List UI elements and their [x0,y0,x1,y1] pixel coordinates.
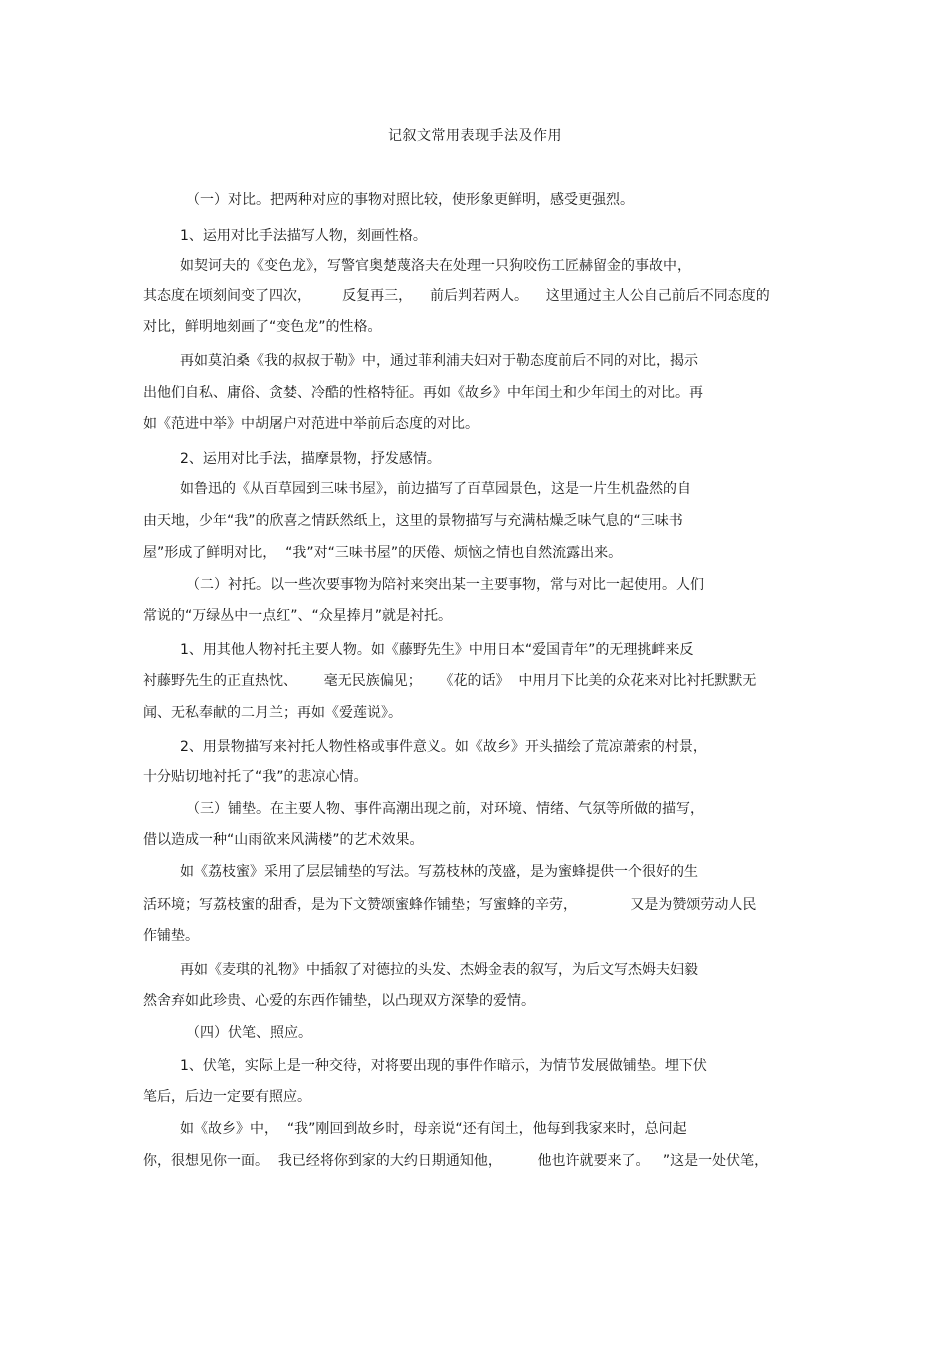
paragraph-line: 衬藤野先生的正直热忱、 毫无民族偏见； 《花的话》 中用月下比美的众花来对比衬托默默无 [143,673,757,689]
paragraph-line: 如《范进中举》中胡屠户对范进中举前后态度的对比。 [143,416,479,432]
paragraph-line: 借以造成一种“山雨欲来风满楼”的艺术效果。 [143,832,424,848]
paragraph-line: 屋”形成了鲜明对比， “我”对“三味书屋”的厌倦、烦恼之情也自然流露出来。 [143,545,623,561]
paragraph-line: 再如《麦琪的礼物》中插叙了对德拉的头发、杰姆金表的叙写，为后文写杰姆夫妇毅 [180,962,698,978]
paragraph-line: 活环境；写荔枝蜜的甜香，是为下文赞颂蜜蜂作铺垫；写蜜蜂的辛劳， 又是为赞颂劳动人民 [143,897,757,913]
paragraph-line: 闻、无私奉献的二月兰；再如《爱莲说》。 [143,705,402,721]
paragraph-line: （三）铺垫。在主要人物、事件高潮出现之前，对环境、情绪、气氛等所做的描写， [186,801,704,817]
paragraph-line: 出他们自私、庸俗、贪婪、冷酷的性格特征。再如《故乡》中年闰土和少年闰土的对比。再 [143,385,703,401]
paragraph-line: 如契诃夫的《变色龙》，写警官奥楚蔑洛夫在处理一只狗咬伤工匠赫留金的事故中， [180,258,691,274]
paragraph-line: 如《荔枝蜜》采用了层层铺垫的写法。写荔枝林的茂盛，是为蜜蜂提供一个很好的生 [180,864,698,880]
paragraph-line: 笔后，后边一定要有照应。 [143,1089,311,1105]
paragraph-line: 常说的“万绿丛中一点红”、“众星捧月”就是衬托。 [143,608,453,624]
paragraph-line: 如鲁迅的《从百草园到三味书屋》，前边描写了百草园景色，这是一片生机盎然的自 [180,481,691,497]
paragraph-line: （一）对比。把两种对应的事物对照比较，使形象更鲜明，感受更强烈。 [186,192,634,208]
paragraph-line: 1、运用对比手法描写人物，刻画性格。 [180,228,427,244]
paragraph-line: （二）衬托。以一些次要事物为陪衬来突出某一主要事物，常与对比一起使用。人们 [186,577,704,593]
paragraph-line: 再如莫泊桑《我的叔叔于勒》中，通过菲利浦夫妇对于勒态度前后不同的对比，揭示 [180,353,698,369]
paragraph-line: 2、运用对比手法，描摩景物，抒发感情。 [180,451,441,467]
paragraph-line: 然舍弃如此珍贵、心爱的东西作铺垫，以凸现双方深挚的爱情。 [143,993,535,1009]
paragraph-line: 2、用景物描写来衬托人物性格或事件意义。如《故乡》开头描绘了荒凉萧索的村景， [180,739,707,755]
paragraph-line: 如《故乡》中， “我”刚回到故乡时，母亲说“还有闰土，他每到我家来时，总问起 [180,1121,687,1137]
paragraph-line: 作铺垫。 [143,928,199,944]
paragraph-line: 对比，鲜明地刻画了“变色龙”的性格。 [143,319,382,335]
paragraph-line: 由天地，少年“我”的欣喜之情跃然纸上，这里的景物描写与充满枯燥乏味气息的“三味书 [143,513,683,529]
paragraph-line: 十分贴切地衬托了“我”的悲凉心情。 [143,769,368,785]
paragraph-line: （四）伏笔、照应。 [186,1025,312,1041]
paragraph-line: 你，很想见你一面。 我已经将你到家的大约日期通知他， 他也许就要来了。 ”这是一处伏笔， [143,1153,769,1169]
paragraph-line: 其态度在顷刻间变了四次， 反复再三， 前后判若两人。 这里通过主人公自己前后不同态度的 [143,288,770,304]
paragraph-line: 1、伏笔，实际上是一种交待，对将要出现的事件作暗示，为情节发展做铺垫。埋下伏 [180,1058,707,1074]
paragraph-line: 1、用其他人物衬托主要人物。如《藤野先生》中用日本“爱国青年”的无理挑衅来反 [180,642,694,658]
document-title: 记叙文常用表现手法及作用 [388,128,562,144]
